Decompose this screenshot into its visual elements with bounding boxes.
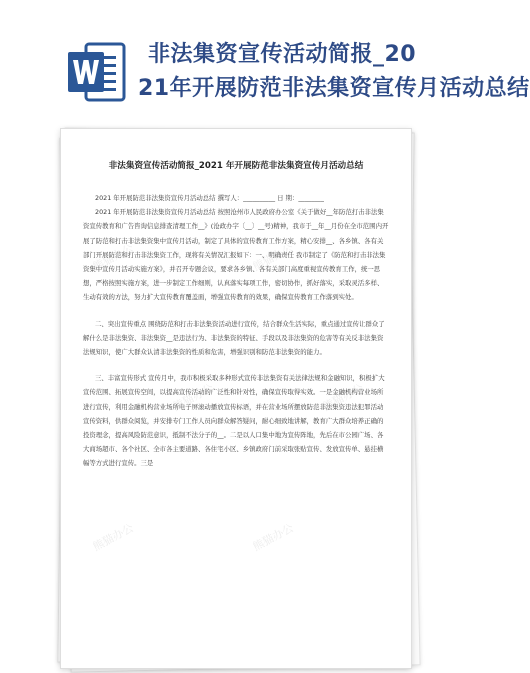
- paragraph: 2021 年开展防范非法集资宣传月活动总结 撰写人：__________ 日 期：________: [95, 194, 324, 202]
- document-title: 非法集资宣传活动简报_2021 年开展防范非法集资宣传月活动总结: [108, 161, 364, 171]
- watermark: 熊猫办公: [320, 381, 366, 414]
- watermark: 熊猫办公: [250, 521, 296, 554]
- paragraph: 二、突出宣传重点 围绕防范和打击非法集资活动进行宣传，结合群众生活实际，重点通过宣传让群众了解什么是非法集资、非法集资__是违法行为、非法集资的特征、手段以及非法集资的危害等有关反非法集资法规知识，使广大群众认清非法集资的性质和危害，增强识别和防范非法集资的能力。: [83, 319, 385, 357]
- watermark: 熊猫办公: [170, 381, 216, 414]
- document-page: [60, 128, 412, 669]
- title-line-2: 21年开展防范非法集资宣传月活动总结: [138, 76, 530, 101]
- word-document-icon: [64, 40, 128, 104]
- page-title: [138, 38, 530, 106]
- watermark: 熊猫办公: [250, 241, 296, 274]
- title-line-1: 非法集资宣传活动简报_20: [148, 42, 417, 67]
- watermark: 熊猫办公: [90, 241, 136, 274]
- paragraph: 2021 年开展防范非法集资宣传月活动总结 按照沧州市人民政府办公室《关于做好__年防范打击非法集资宣传教育和广告咨询信息排查清理工作__》(沧政办字〔__〕__号)精神，我市于__年__月份在全市范围内开展了防范和打击非法集资集中宣传月活动，制定了具体的宣传教育工作方案，精心安排__、各乡镇、各有关部门开展防范和打击非法集资工作，现将有关情况汇报如下：一、明确责任 我市制定了《防范和打击非法集资集中宣传月活动实施方案》，并召开专题会议，要求各乡镇、各有关部门高度重视宣传教育工作，统一思想，严格按照实施方案，进一步制定工作细则，认真落实每项工作，密切协作，抓好落实，采取灵活多样、生动有效的方法，努力扩大宣传教育覆盖面，增强宣传教育的效果，确保宣传教育工作落到实处。: [83, 208, 389, 302]
- header-banner: [0, 0, 530, 130]
- paragraph: 三、丰富宣传形式 宣传月中，我市积极采取多种形式宣传非法集资有关法律法规和金融知识，积极扩大宣传范围、拓展宣传空间，以提高宣传活动的广泛性和针对性，确保宣传取得实效。一是金融机构营业场所进行宣传，利用金融机构营业场所电子屏滚动播放宣传标语，并在营业场所摆放防范非法集资违法犯罪活动宣传资料，供群众阅览，并安排专门工作人员向群众解答疑问，耐心细致地讲解，教育广大群众培养正确的投资理念，提高风险防范意识，抵制不法分子的__。二是以人口集中地为宣传阵地，先后在市公园广场、各大商场超市、各个社区、全市各主要道路、各住宅小区、乡镇政府门前采取张贴宣传、发放宣传单、悬挂横幅等方式进行宣传。三是: [83, 374, 385, 468]
- watermark: 熊猫办公: [90, 521, 136, 554]
